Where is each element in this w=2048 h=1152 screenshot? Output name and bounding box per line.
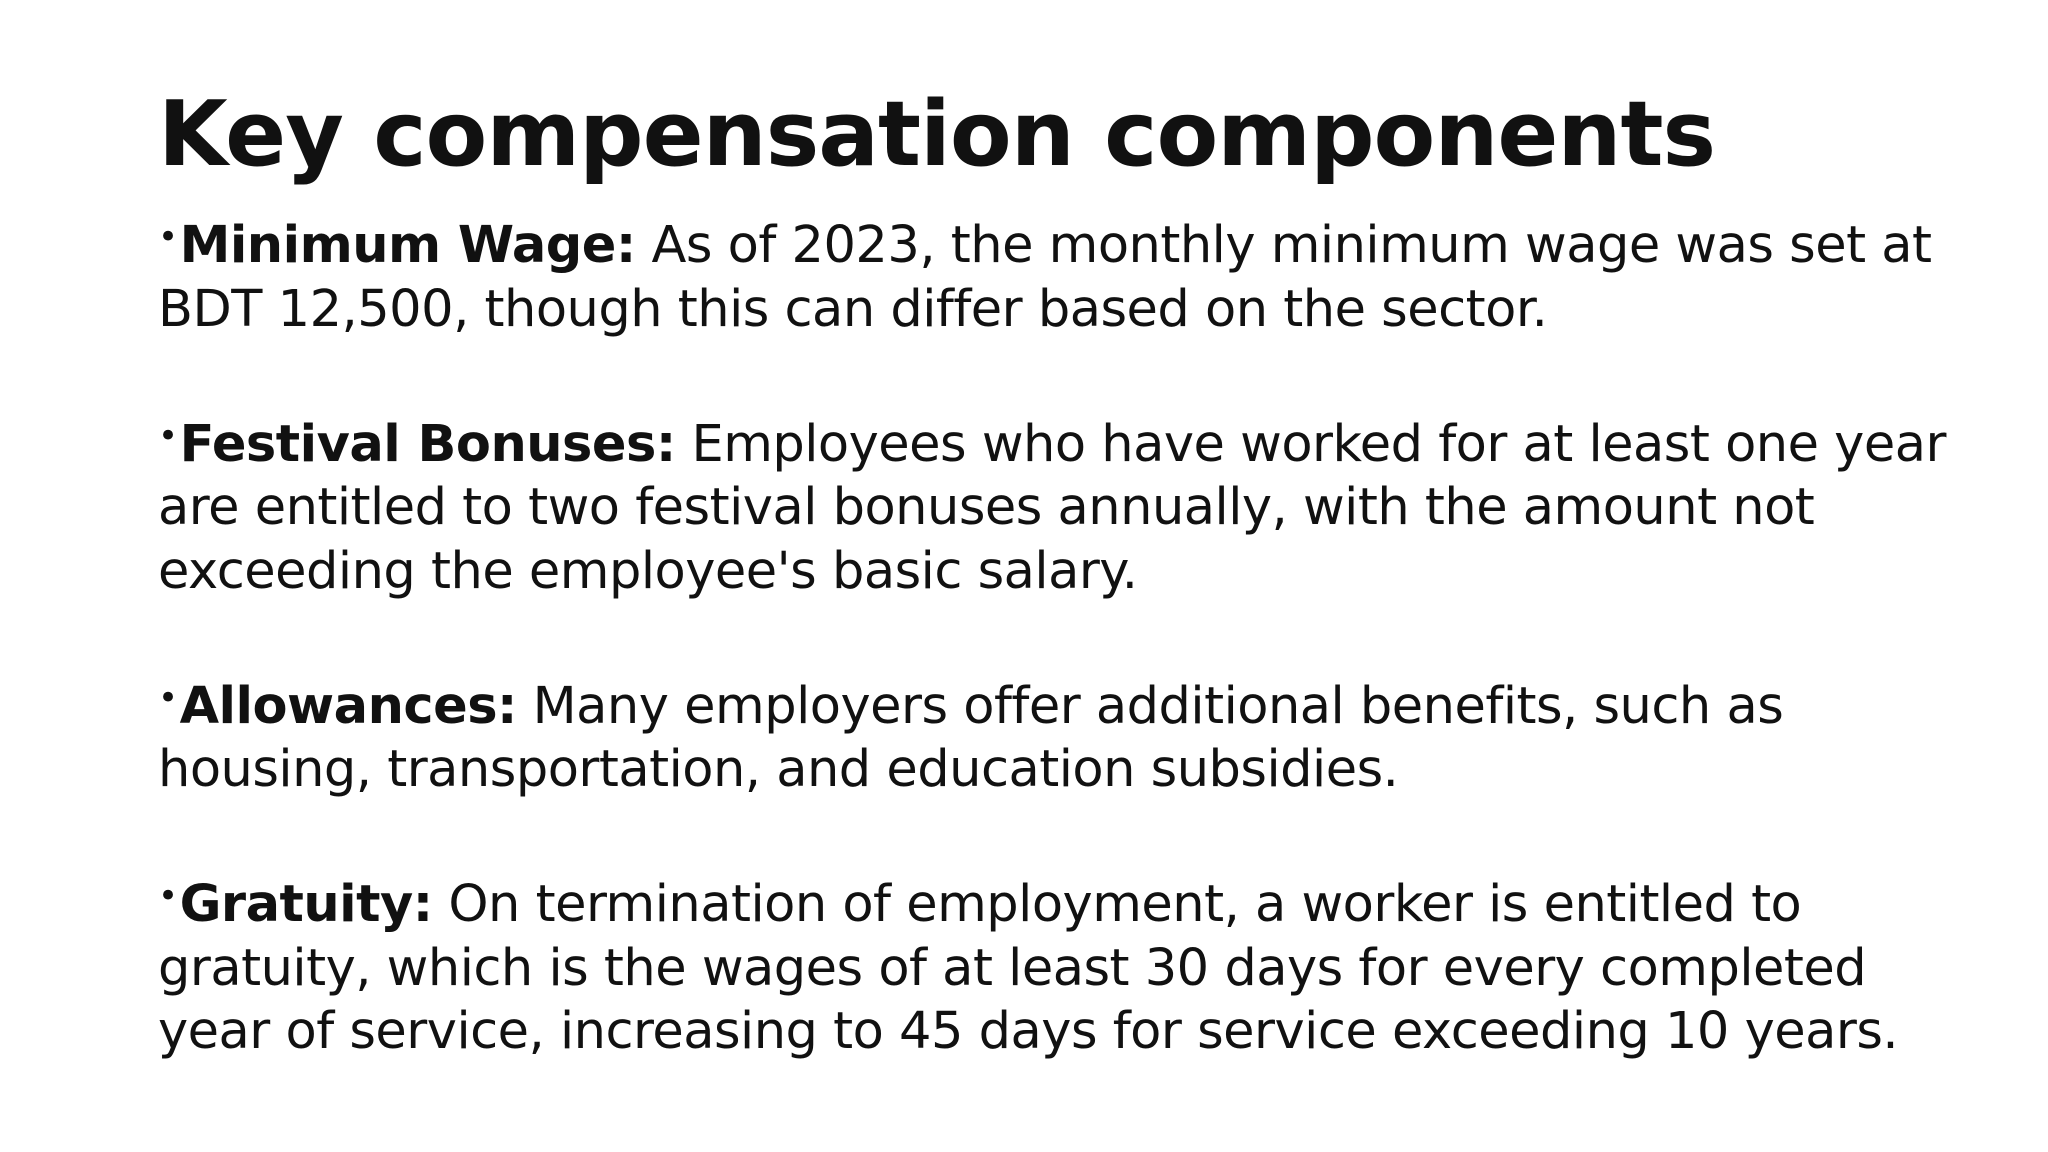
bullet-icon: • <box>158 876 178 916</box>
bullet-icon: • <box>158 217 178 257</box>
item-label: Gratuity: <box>179 875 433 934</box>
slide-title: Key compensation components <box>158 82 1716 187</box>
item-label: Festival Bonuses: <box>179 414 676 474</box>
list-item-allowances <box>158 667 1978 802</box>
item-label: Allowances: <box>179 676 517 736</box>
list-item-minimum-wage <box>158 206 1978 341</box>
item-label: Minimum Wage: <box>179 216 636 275</box>
item-text: As of 2023, the monthly minimum wage was set at BDT 12,500, though this can differ based on the sector. <box>158 216 1932 339</box>
item-text: Employees who have worked for at least one year are entitled to two festival bonuses annually, with the amount not exceeding the employee's basic salary. <box>158 414 1946 601</box>
list-item-festival-bonuses <box>158 405 1978 604</box>
item-text: On termination of employment, a worker is entitled to gratuity, which is the wages of at least 30 days for every completed year of service, increasing to 45 days for service exceeding 10 years. <box>158 875 1899 1061</box>
bullet-list <box>158 206 1978 1127</box>
bullet-icon: • <box>158 677 178 718</box>
list-item-gratuity <box>158 865 1978 1064</box>
item-text: Many employers offer additional benefits, such as housing, transportation, and education subsidies. <box>158 676 1784 799</box>
bullet-icon: • <box>158 415 178 456</box>
